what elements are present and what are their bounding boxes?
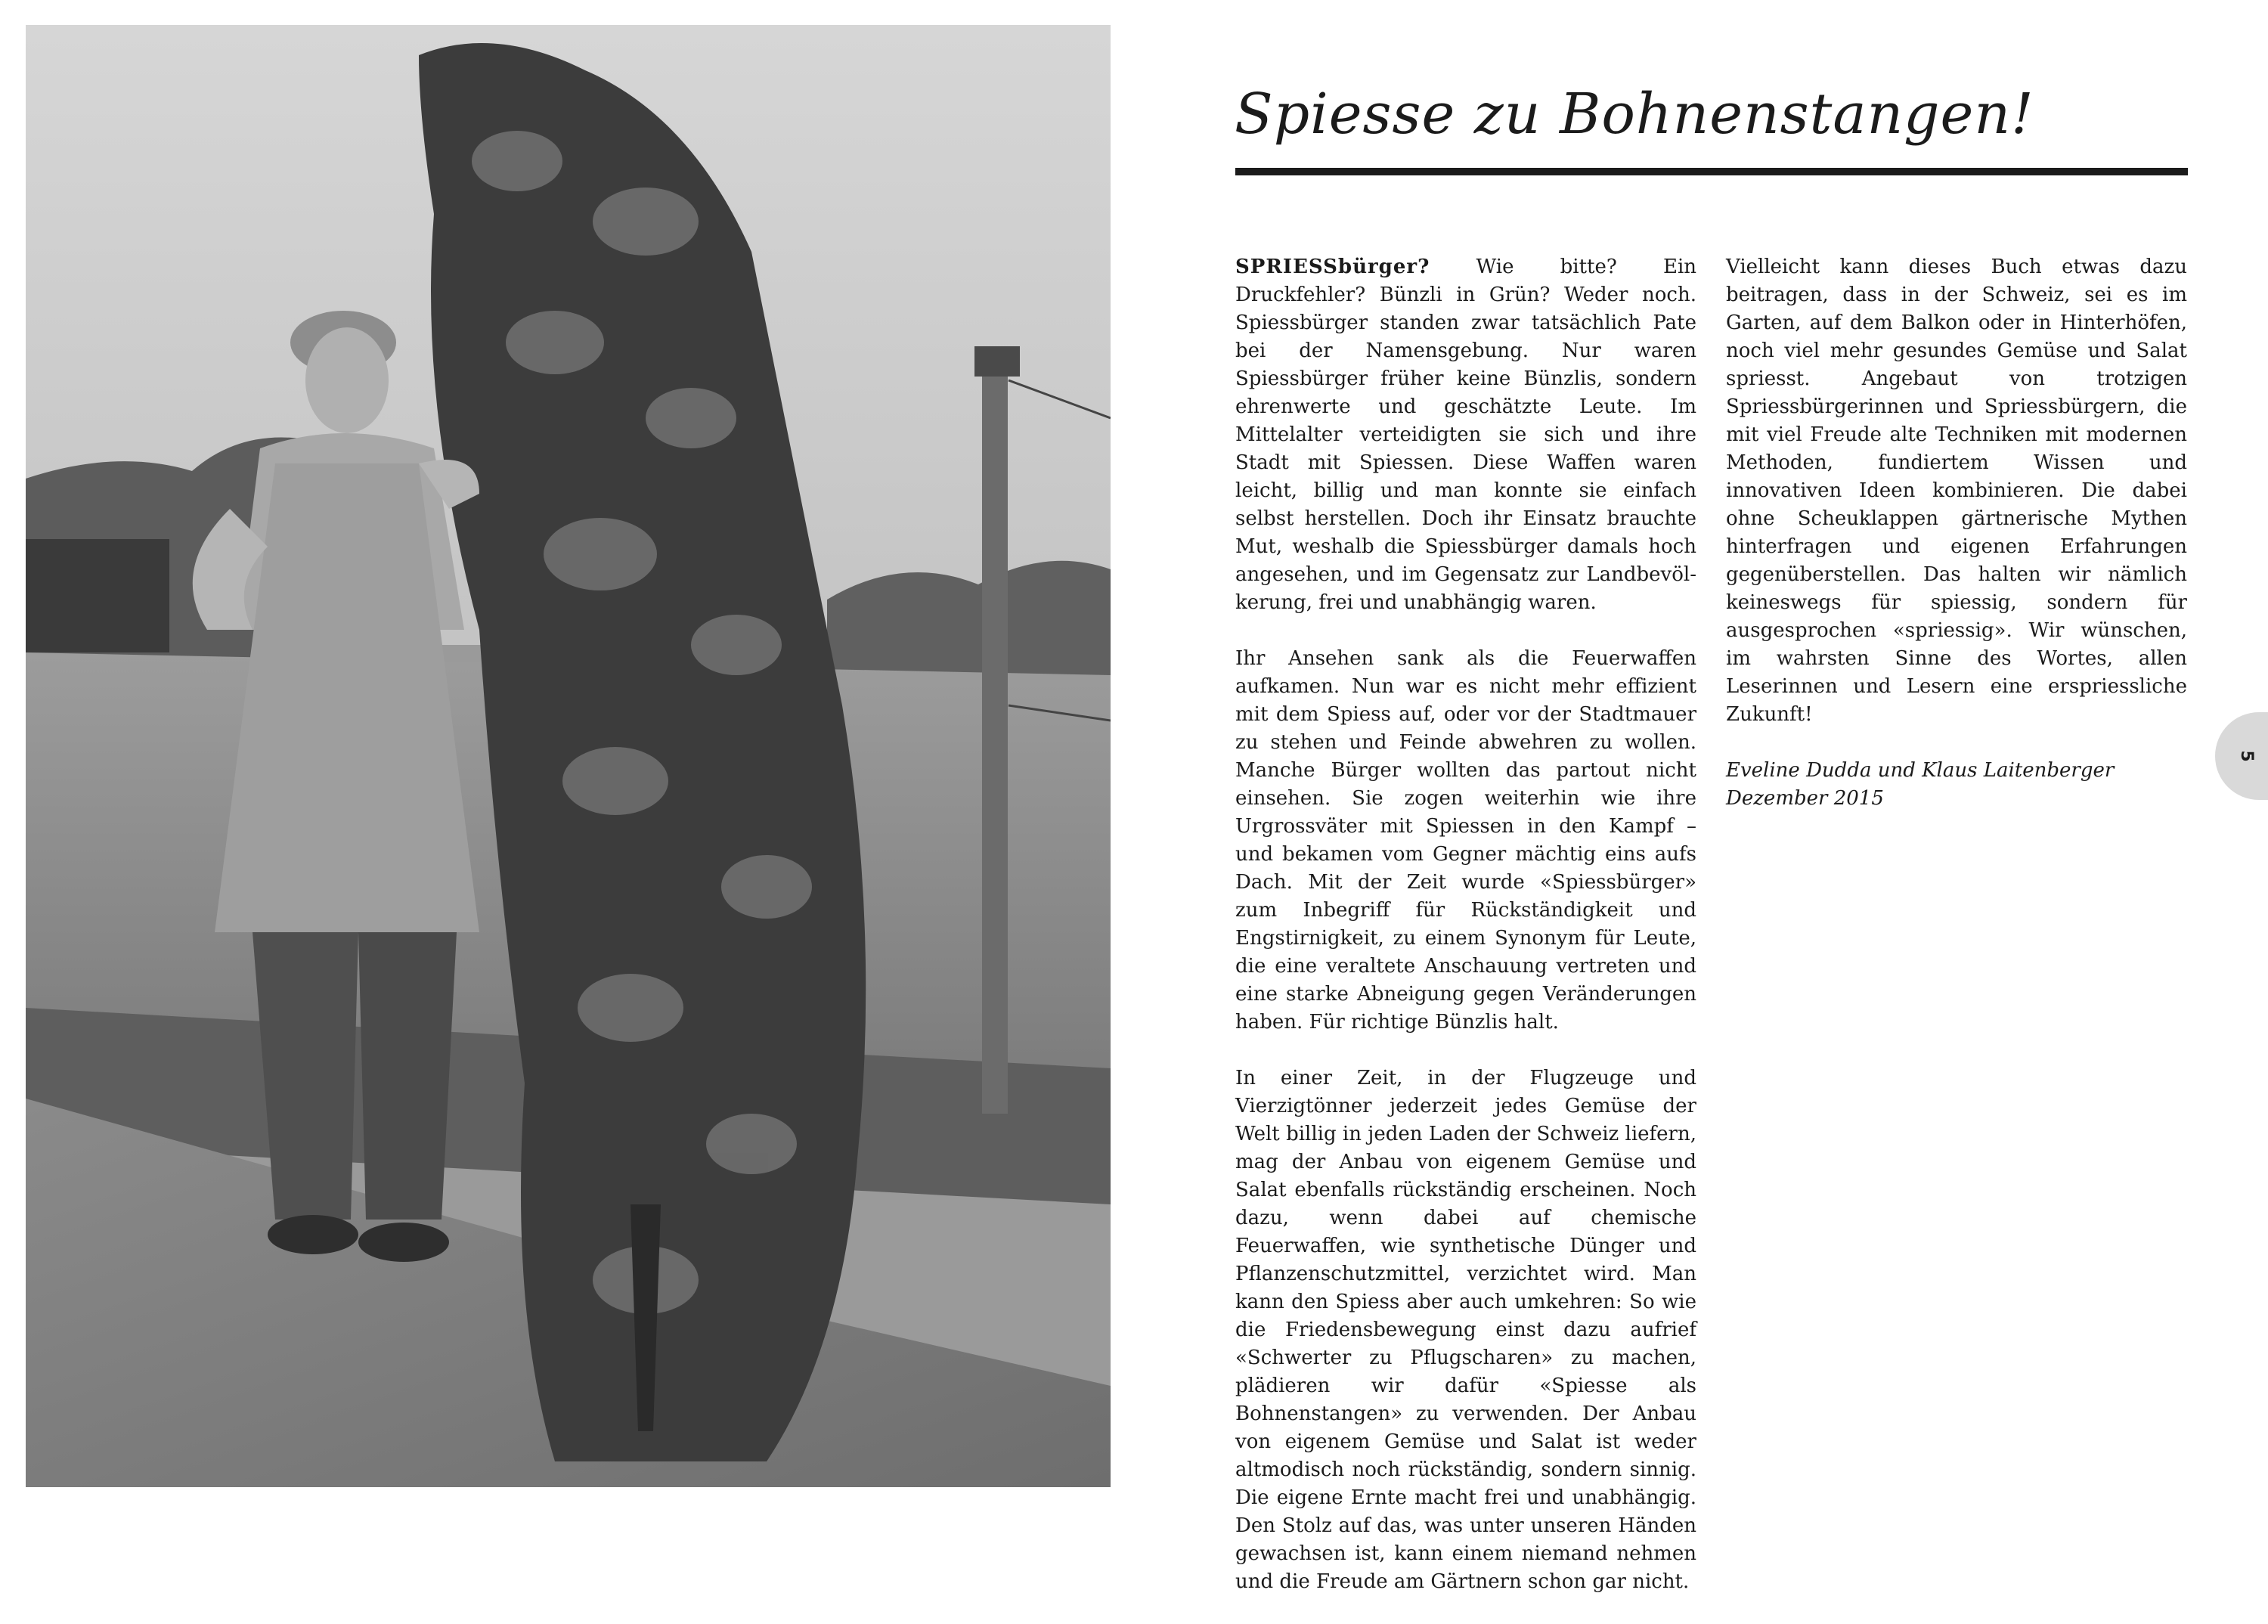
signature-authors: Eveline Dudda und Klaus Laitenberger xyxy=(1726,759,2115,782)
text-column-right xyxy=(1726,253,2187,813)
photo-woman-bean-plant xyxy=(26,25,1111,1487)
signature xyxy=(1726,757,2187,813)
paragraph: In einer Zeit, in der Flugzeuge und Vierzigtönner jederzeit jedes Gemüse der Welt billig in jeden Laden der Schweiz liefern, mag der Anbau von eigenem Gemüse und Salat ebenfalls rückständig erscheinen. Noch dazu, wenn dabei auf chemische Feuerwaffen, wie synthetische Dünger und Pflanzenschutzmittel, verzichtet wird. Man kann den Spiess aber auch umkehren: So wie die Friedensbewegung einst dazu aufrief «Schwerter zu Pflugscharen» zu machen, plädieren wir dafür «Spiesse als Bohnenstangen» zu verwenden. Der Anbau von eigenem Gemüse und Salat ist weder altmodisch noch rückständig, sondern sinnig. Die eigene Ernte macht frei und unabhängig. Den Stolz auf das, was unter unseren Händen gewachsen ist, kann einem niemand nehmen und die Freude am Gärtnern schon gar nicht. xyxy=(1235,1067,1696,1593)
text-column-left xyxy=(1235,253,1696,1624)
lead-word: SPRIESSbürger? xyxy=(1235,256,1430,278)
paragraph: Ihr Ansehen sank als die Feuerwaffen aufkamen. Nun war es nicht mehr effizient mit dem Spiess auf, oder vor der Stadtmauer zu stehen und Feinde abwehren zu wollen. Manche Bürger wollten das partout nicht einsehen. Sie zogen weiterhin wie ihre Urgrossväter mit Spiessen in den Kampf – und bekamen vom Gegner mächtig eins aufs Dach. Mit der Zeit wurde «Spiessbürger» zum Inbegriff für Rückständigkeit und Engstirnigkeit, zu einem Synonym für Leute, die eine veraltete Anschauung vertreten und eine starke Abneigung gegen Veränderungen haben. Für richtige Bünzlis halt. xyxy=(1235,647,1696,1034)
fence-post xyxy=(982,358,1008,1114)
barn xyxy=(26,539,169,652)
trousers-right xyxy=(358,932,457,1220)
shoe-right xyxy=(358,1223,449,1262)
paragraph xyxy=(1235,253,1696,617)
fence-post-cap xyxy=(974,346,1020,377)
shoe-left xyxy=(268,1215,358,1254)
page-title: Spiesse zu Bohnenstangen! xyxy=(1235,82,2034,147)
page-number-tab xyxy=(2215,712,2268,800)
paragraph: Vielleicht kann dieses Buch etwas dazu beitragen, dass in der Schweiz, sei es im Garten, auf dem Balkon oder in Hinterhöfen, noch viel mehr gesundes Gemüse und Salat spriesst. Angebaut von trotzigen Spriessbürgerinnen und Spriessbürgern, die mit viel Freude alte Techniken mit modernen Methoden, fundiertem Wissen und innovativen Ideen kombinieren. Die dabei ohne Scheuklappen gärtnerische Mythen hinterfragen und eigenen Erfahrungen gegenüberstellen. Das halten wir nämlich keineswegs für spiessig, sondern für ausgesprochen «spriessig». Wir wünschen, im wahrsten Sinne des Wortes, allen Leserinnen und Lesern eine erspriessliche Zukunft! xyxy=(1726,256,2187,726)
photo-illustration xyxy=(26,25,1111,1487)
face xyxy=(305,327,389,433)
signature-date: Dezember 2015 xyxy=(1726,787,1884,810)
paragraph-text: Wie bitte? Ein Druckfehler? Bünzli in Grün? Weder noch. Spiessbürger standen zwar tatsächlich Pate bei der Namensgebung. Nur waren Spiessbürger früher keine Bünzlis, sondern ehrenwerte und geschätzte Leute. Im Mittelalter verteidigten sie sich und ihre Stadt mit Spiessen. Diese Waffen waren leicht, billig und man konnte sie einfach selbst herstellen. Doch ihr Einsatz brauchte Mut, weshalb die Spiessbürger damals hoch angesehen, und im Gegensatz zur Landbevölkerung, frei und unabhängig waren. xyxy=(1235,256,1696,614)
title-rule xyxy=(1235,168,2188,175)
page-number: 5 xyxy=(2237,750,2257,762)
